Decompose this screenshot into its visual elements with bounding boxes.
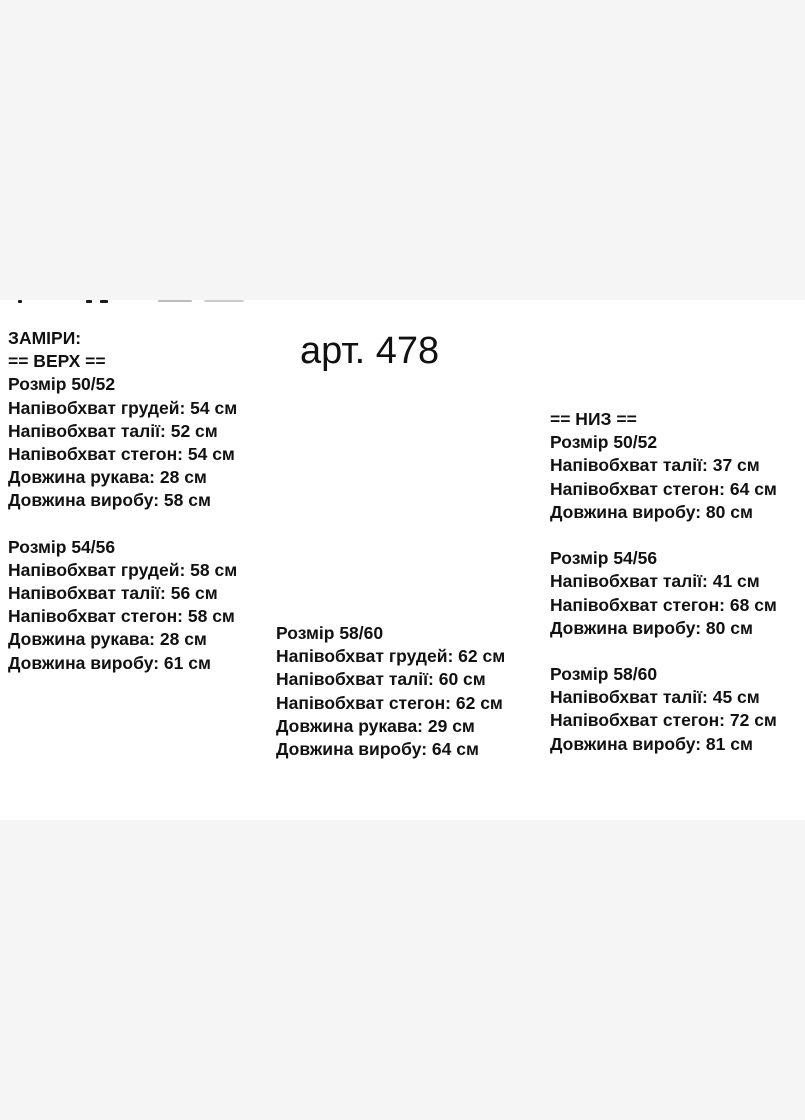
cropped-text-remnant: [8, 300, 248, 306]
measurement-line: Довжина рукава: 28 см: [8, 467, 207, 488]
size-heading: Розмір 54/56: [550, 548, 658, 569]
measurement-line: Напівобхват грудей: 54 см: [8, 397, 238, 418]
group-spacer: [8, 513, 237, 536]
measurement-line: Довжина виробу: 61 см: [8, 652, 211, 673]
measurements-title: ЗАМІРИ:: [8, 328, 82, 348]
measurement-line: Напівобхват стегон: 64 см: [550, 478, 777, 499]
size-heading: Розмір 50/52: [8, 374, 116, 395]
measurement-line: Напівобхват талії: 41 см: [550, 571, 760, 592]
measurement-line: Напівобхват талії: 52 см: [8, 420, 218, 441]
measurement-line: Напівобхват грудей: 58 см: [8, 559, 238, 580]
measurement-line: Довжина рукава: 28 см: [8, 629, 207, 650]
top-size-58-60-column: [276, 622, 505, 761]
group-spacer: [550, 640, 777, 663]
measurement-line: Довжина виробу: 80 см: [550, 501, 753, 522]
measurement-line: Довжина виробу: 64 см: [276, 738, 479, 759]
measurement-line: Напівобхват стегон: 58 см: [8, 606, 235, 627]
top-measurements-column: [8, 327, 237, 675]
size-heading: Розмір 58/60: [276, 623, 384, 643]
section-top-heading: == ВЕРХ ==: [8, 351, 106, 372]
measurement-line: Довжина рукава: 29 см: [276, 715, 475, 736]
measurement-line: Напівобхват стегон: 68 см: [550, 594, 777, 615]
measurement-line: Напівобхват талії: 56 см: [8, 583, 218, 604]
article-number: арт. 478: [300, 330, 440, 372]
measurement-line: Довжина виробу: 81 см: [550, 733, 753, 754]
size-heading: Розмір 54/56: [8, 536, 116, 557]
bottom-measurements-column: [550, 408, 777, 756]
measurement-line: Напівобхват грудей: 62 см: [276, 646, 506, 667]
measurement-line: Напівобхват талії: 45 см: [550, 687, 760, 708]
measurement-line: Напівобхват талії: 37 см: [550, 455, 760, 476]
group-spacer: [550, 524, 777, 547]
measurement-line: Напівобхват стегон: 72 см: [550, 710, 777, 731]
size-heading: Розмір 50/52: [550, 432, 658, 453]
measurement-line: Напівобхват стегон: 54 см: [8, 443, 235, 464]
measurements-sheet: [0, 300, 805, 820]
size-heading: Розмір 58/60: [550, 664, 658, 685]
section-bottom-heading: == НИЗ ==: [550, 409, 637, 429]
measurement-line: Довжина виробу: 58 см: [8, 490, 211, 511]
measurement-line: Напівобхват стегон: 62 см: [276, 692, 503, 713]
measurement-line: Напівобхват талії: 60 см: [276, 669, 486, 690]
measurement-line: Довжина виробу: 80 см: [550, 617, 753, 638]
